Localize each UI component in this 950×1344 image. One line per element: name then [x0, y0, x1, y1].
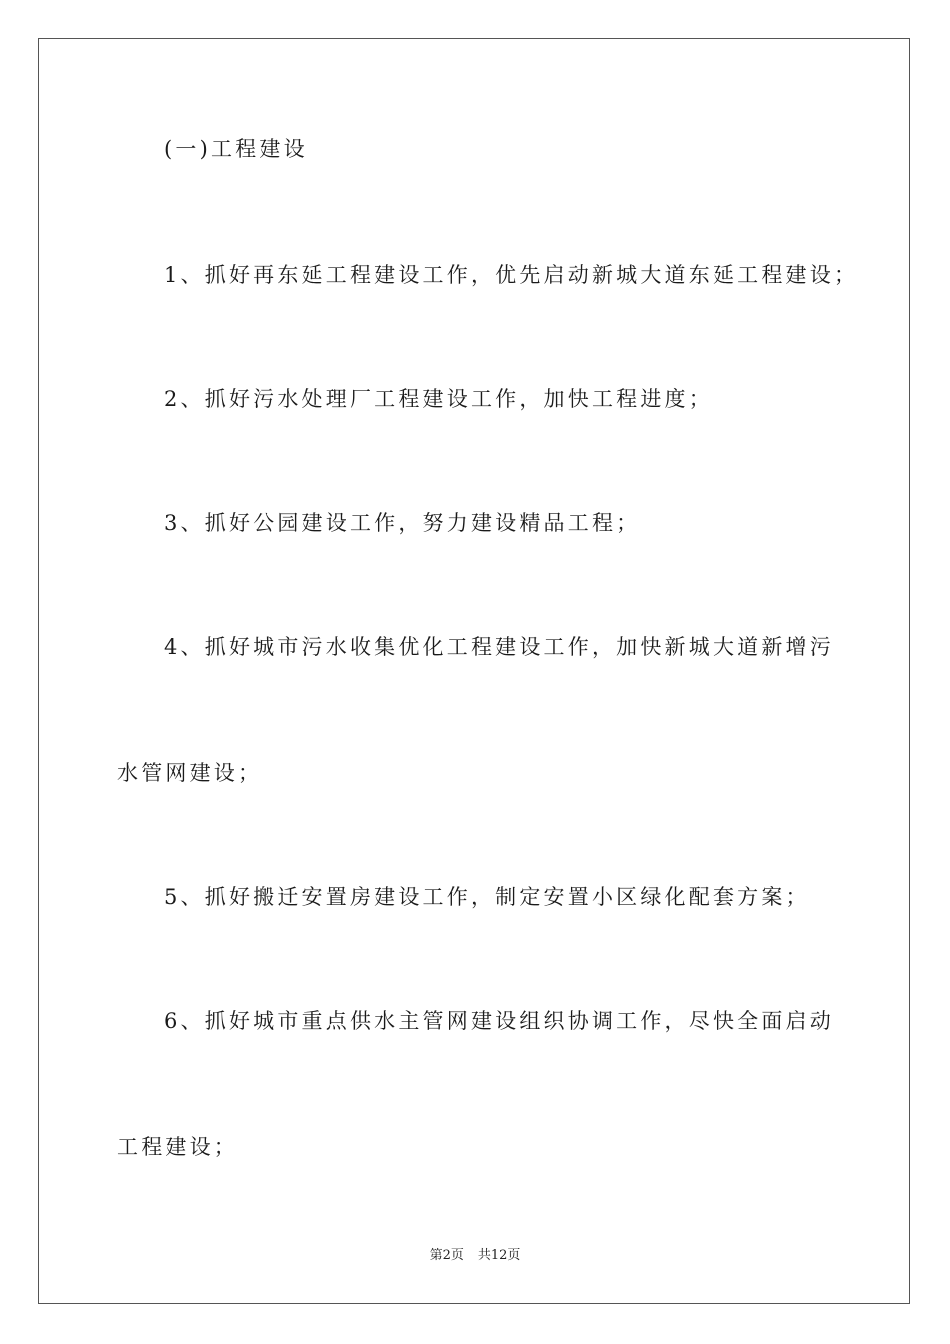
paragraph-item-5: 5、抓好搬迁安置房建设工作，制定安置小区绿化配套方案； — [164, 885, 810, 909]
paragraph-item-6-line-2: 工程建设； — [117, 1135, 238, 1159]
page-frame — [38, 38, 910, 1304]
page-total: 共12页 — [477, 1248, 521, 1263]
paragraph-item-1: 1、抓好再东延工程建设工作，优先启动新城大道东延工程建设； — [164, 263, 859, 287]
page-footer — [0, 1249, 950, 1262]
paragraph-item-4-line-2: 水管网建设； — [117, 761, 263, 785]
paragraph-item-3: 3、抓好公园建设工作，努力建设精品工程； — [164, 511, 641, 535]
paragraph-item-2: 2、抓好污水处理厂工程建设工作，加快工程进度； — [164, 387, 713, 411]
paragraph-item-4-line-1: 4、抓好城市污水收集优化工程建设工作，加快新城大道新增污 — [164, 635, 834, 659]
paragraph-item-6-line-1: 6、抓好城市重点供水主管网建设组织协调工作，尽快全面启动 — [164, 1009, 834, 1033]
page-number: 第2页 — [429, 1248, 464, 1263]
section-heading: (一)工程建设 — [164, 137, 308, 161]
